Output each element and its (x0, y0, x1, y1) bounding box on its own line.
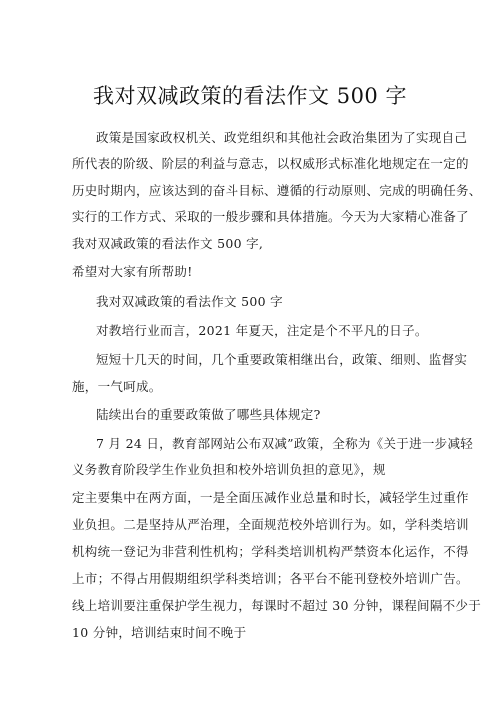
paragraph-line: 我对双减政策的看法作文 500 字 (96, 294, 283, 309)
paragraph-line: 所代表的阶级、阶层的利益与意志，以权威形式标准化地规定在一定的 (72, 156, 469, 171)
paragraph-line: 我对双减政策的看法作文 500 字, (72, 236, 264, 251)
paragraph-line: 义务教育阶段学生作业负担和校外培训负担的意见》，规 (72, 462, 386, 477)
paragraph-line: 对教培行业而言，2021 年夏天，注定是个不平凡的日子。 (96, 323, 428, 338)
paragraph-line: 7 月 24 日，教育部网站公布双减”政策，全称为《关于进一步减轻 (96, 436, 474, 451)
paragraph-line: 实行的工作方式、采取的一般步骤和具体措施。今天为大家精心准备了 (72, 209, 469, 224)
paragraph-line: 希望对大家有所帮助! (72, 264, 193, 279)
paragraph-line: 线上培训要注重保护学生视力，每课时不超过 30 分钟，课程间隔不少于 (72, 598, 482, 613)
paragraph-line: 短短十几天的时间，几个重要政策相继出台，政策、细则、监督实 (96, 352, 468, 367)
document-title: 我对双减政策的看法作文 500 字 (93, 84, 407, 108)
paragraph-line: 10 分钟，培训结束时间不晚于 (72, 625, 247, 640)
paragraph-line: 上市；不得占用假期组织学科类培训；各平台不能刊登校外培训广告。 (72, 571, 469, 586)
paragraph-line: 机构统一登记为非营利性机构；学科类培训机构严禁资本化运作，不得 (72, 544, 469, 559)
paragraph-line: 施，一气呵成。 (72, 379, 162, 394)
paragraph-line: 历史时期内，应该达到的奋斗目标、遵循的行动原则、完成的明确任务、 (72, 183, 482, 198)
paragraph-line: 政策是国家政权机关、政党组织和其他社会政治集团为了实现自己 (96, 130, 468, 145)
paragraph-line: 陆续出台的重要政策做了哪些具体规定? (96, 407, 321, 422)
paragraph-line: 定主要集中在两方面，一是全面压减作业总量和时长，减轻学生过重作 (72, 490, 469, 505)
paragraph-line: 业负担。二是坚持从严治理，全面规范校外培训行为。如，学科类培训 (72, 517, 469, 532)
